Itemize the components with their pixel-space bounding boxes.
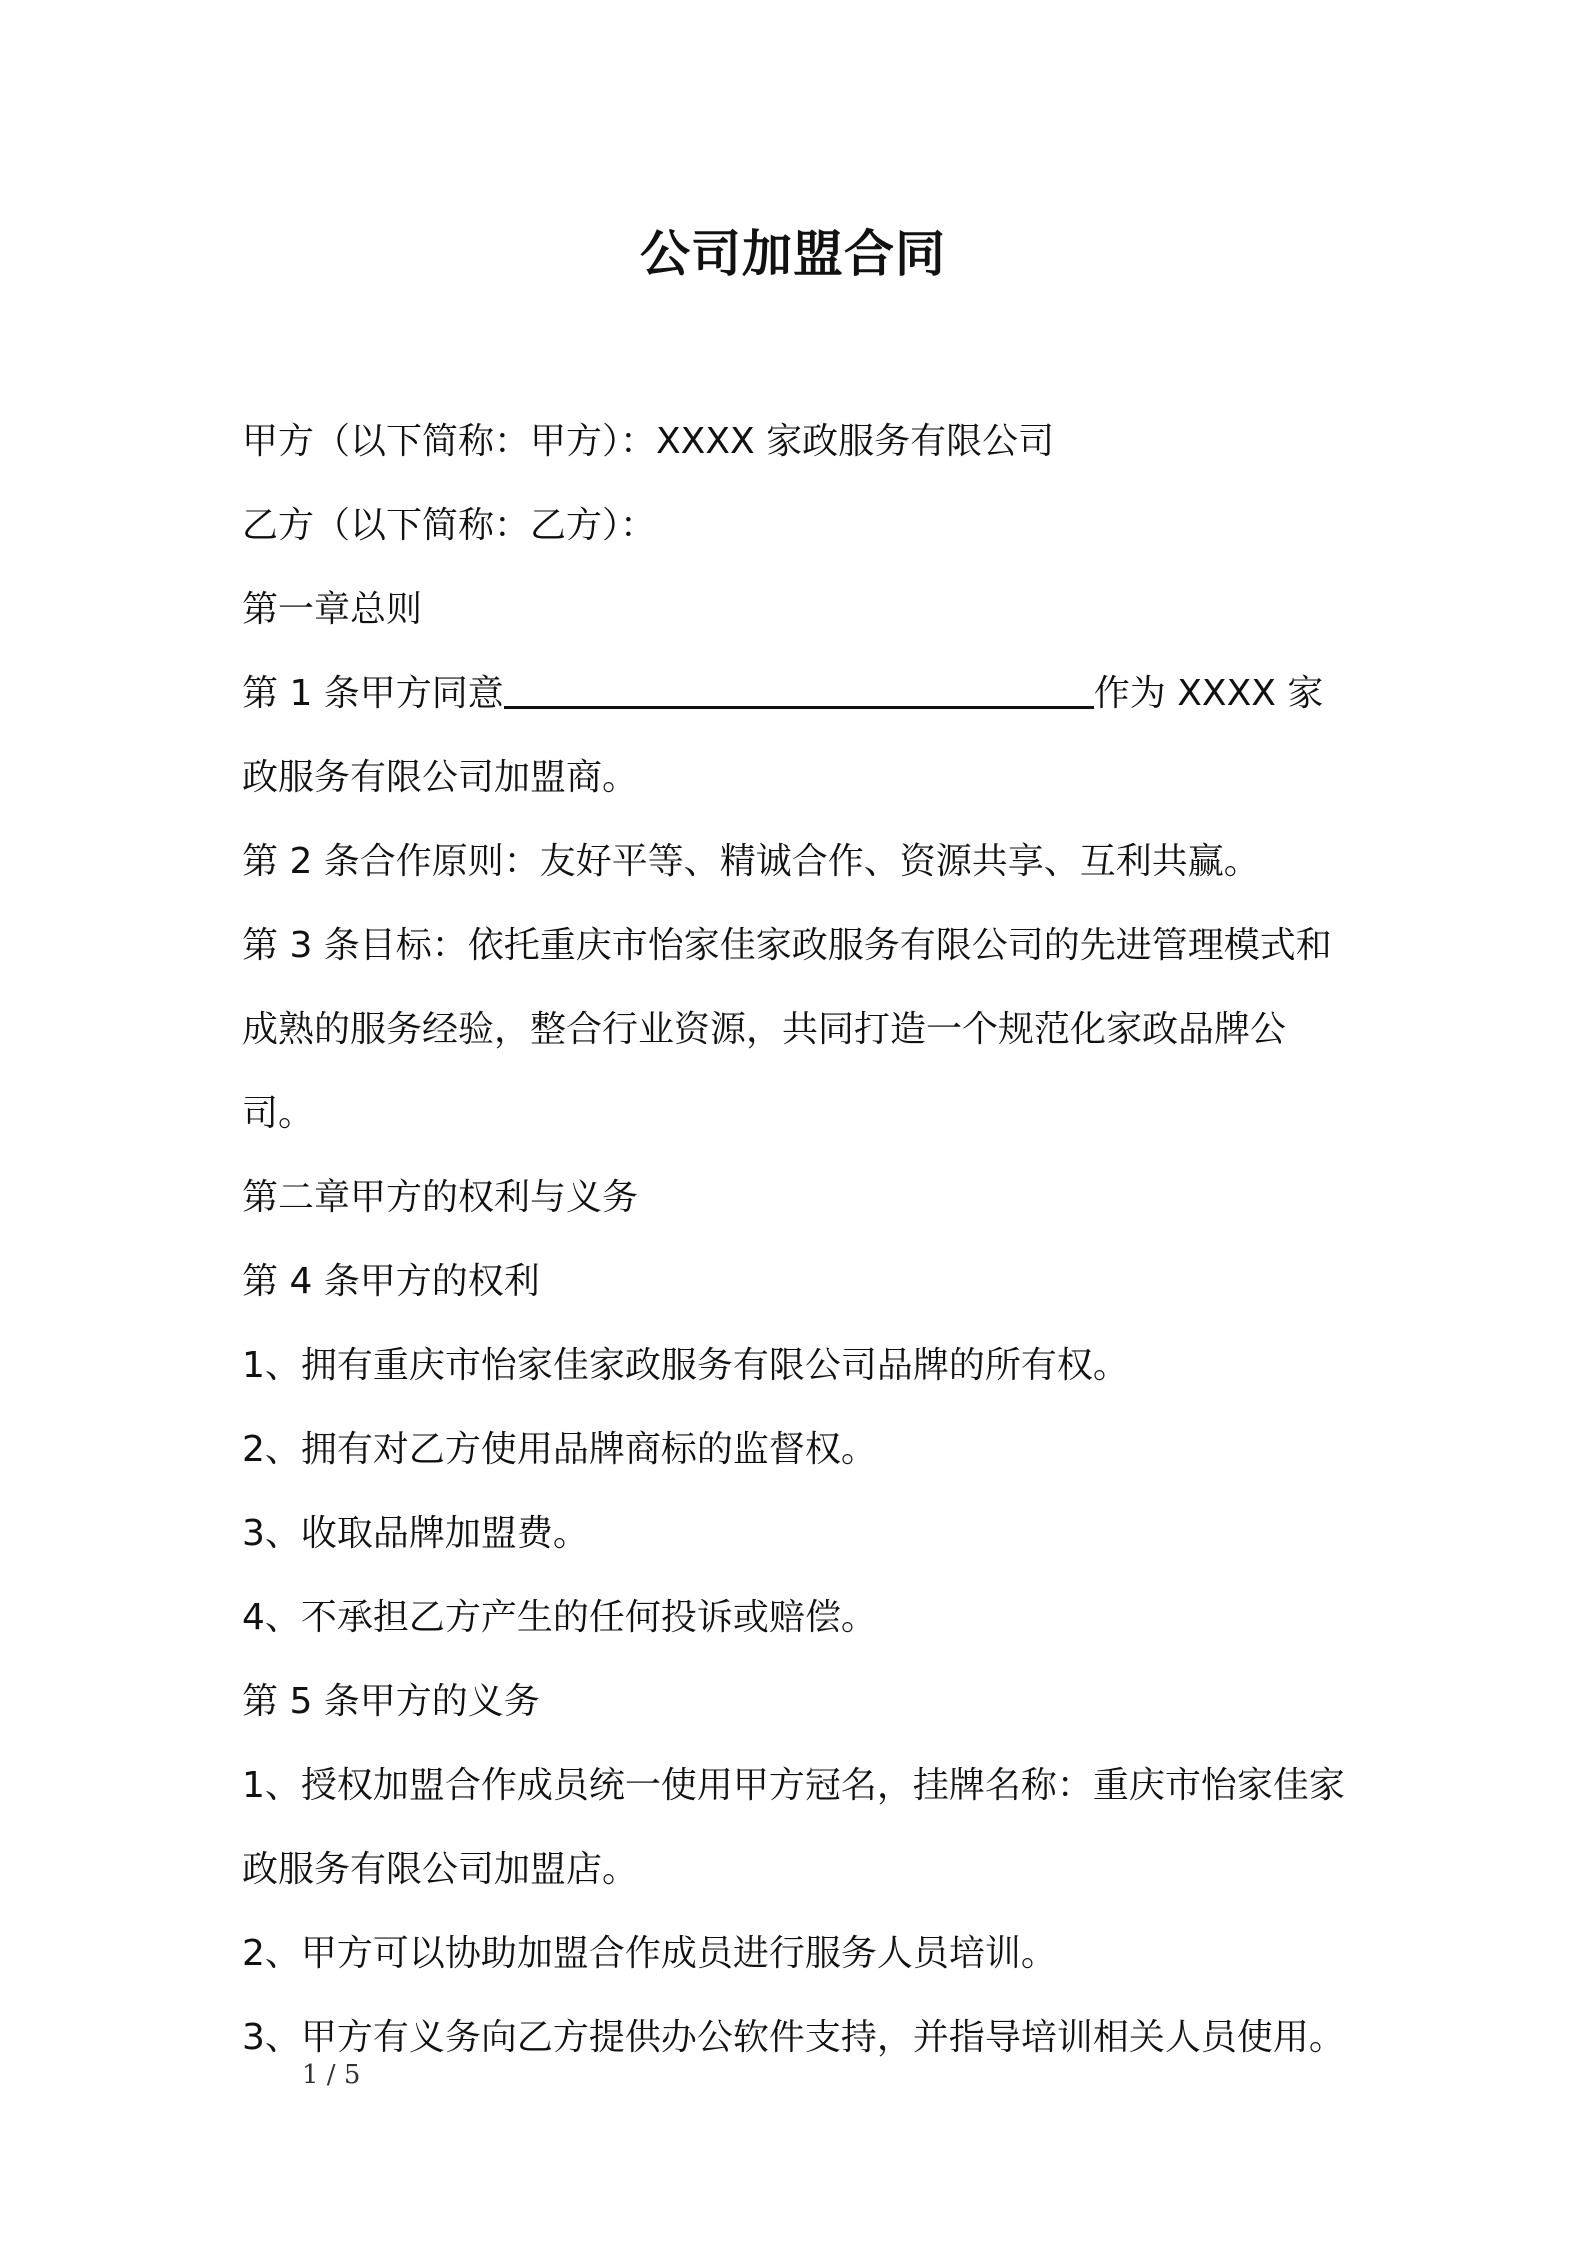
article-4-heading: 第 4 条甲方的权利 (242, 1261, 540, 1302)
article-3: 第 3 条目标：依托重庆市怡家佳家政服务有限公司的先进管理模式和成熟的服务经验，整合行业资源，共同打造一个规范化家政品牌公司。 (242, 925, 1332, 1134)
document-title: 公司加盟合同 (640, 225, 946, 283)
article-1-prefix: 第 1 条甲方同意 (242, 673, 504, 714)
article-4-item-3: 3、收取品牌加盟费。 (242, 1513, 589, 1554)
article-5-item-1: 1、授权加盟合作成员统一使用甲方冠名，挂牌名称：重庆市怡家佳家政服务有限公司加盟店。 (242, 1765, 1345, 1890)
article-4-item-1: 1、拥有重庆市怡家佳家政服务有限公司品牌的所有权。 (242, 1345, 1129, 1386)
party-a-line: 甲方（以下简称：甲方）：XXXX 家政服务有限公司 (242, 421, 1055, 462)
chapter-2-heading: 第二章甲方的权利与义务 (242, 1177, 639, 1218)
article-1-suffix: 作为 XXXX 家政服务有限公司加盟商。 (242, 673, 1324, 798)
article-5-heading: 第 5 条甲方的义务 (242, 1681, 540, 1722)
page-number: 1 / 5 (302, 2060, 361, 2090)
document-body (242, 400, 1352, 2080)
article-4-item-2: 2、拥有对乙方使用品牌商标的监督权。 (242, 1429, 877, 1470)
fill-in-blank (504, 676, 1094, 709)
article-2: 第 2 条合作原则：友好平等、精诚合作、资源共享、互利共赢。 (242, 841, 1260, 882)
chapter-1-heading: 第一章总则 (242, 589, 423, 630)
article-5-item-2: 2、甲方可以协助加盟合作成员进行服务人员培训。 (242, 1933, 1057, 1974)
party-b-line: 乙方（以下简称：乙方）： (242, 505, 657, 546)
article-4-item-4: 4、不承担乙方产生的任何投诉或赔偿。 (242, 1597, 877, 1638)
article-1 (242, 652, 1352, 820)
article-5-item-3: 3、甲方有义务向乙方提供办公软件支持，并指导培训相关人员使用。 (242, 2017, 1345, 2058)
